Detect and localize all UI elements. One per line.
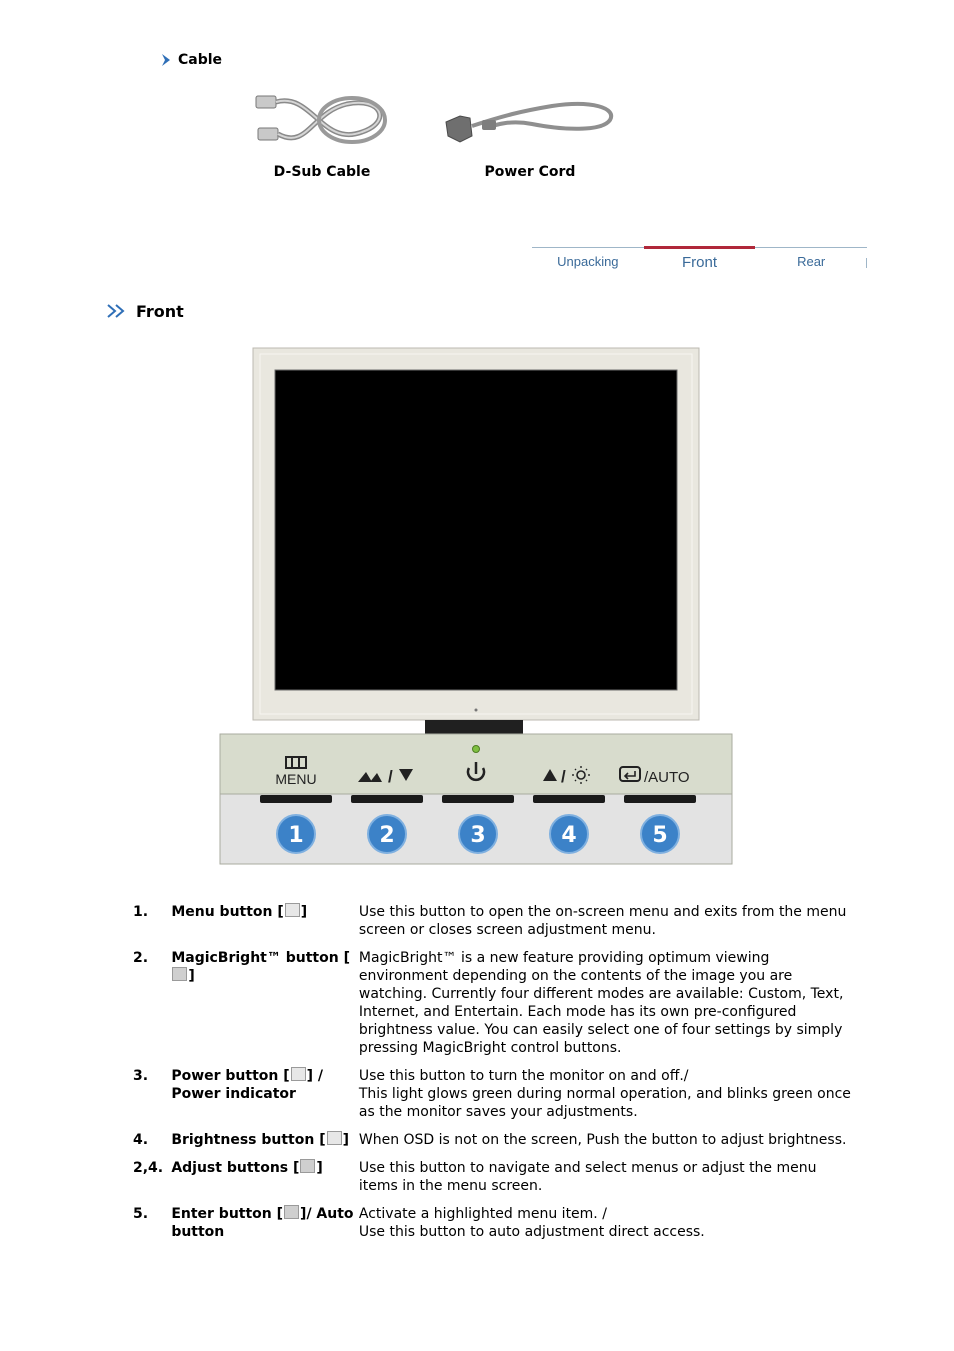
row-name-text: Adjust buttons [ [171,1160,300,1176]
table-row [133,1159,853,1205]
enter-mini-icon [284,1205,299,1219]
row-description-line: This light glows green during normal operation, and blinks green once as the monitor saves your adjustments. [358,1086,851,1120]
double-chevron-icon [106,303,128,321]
tab-divider [866,258,867,268]
menu-label: MENU [275,771,317,787]
d-sub-cable-caption: D-Sub Cable [273,164,371,180]
row-description [359,1067,853,1131]
row-description: Use this button to open the on-screen menu and exits from the menu screen or closes screen adjustment menu. [358,904,847,938]
row-name-text: ] [188,968,195,984]
row-name-text: Menu button [ [171,904,284,920]
table-row [133,903,853,949]
row-name [171,903,359,949]
adjust-mini-icon [300,1159,315,1173]
row-description: Use this button to navigate and select menus or adjust the menu items in the menu screen. [358,1160,817,1194]
power-cord-image [442,96,617,151]
number-badge-3-label: 3 [470,823,486,848]
row-number: 2,4. [133,1160,164,1176]
tab-front[interactable] [644,248,756,278]
tab-front-label: Front [682,254,718,271]
table-row [133,949,853,1067]
row-number: 3. [133,1068,149,1084]
button-4-separator: / [561,767,566,786]
front-heading [106,302,184,321]
row-number: 5. [133,1206,149,1222]
number-badge-2-label: 2 [379,823,395,848]
row-name [171,1131,359,1159]
chevron-right-icon [160,53,172,67]
row-name-text: Power button [ [171,1068,290,1084]
row-number: 2. [133,950,149,966]
row-name-text: MagicBright™ button [ [171,950,350,966]
section-tabs [532,247,867,278]
table-row [133,1205,853,1251]
front-heading-label: Front [136,302,184,321]
brightness-mini-icon [327,1131,342,1145]
row-number: 4. [133,1132,149,1148]
d-sub-cable-image [252,92,392,157]
power-mini-icon [291,1067,306,1081]
tab-unpacking-label: Unpacking [557,254,619,269]
tab-rear-label: Rear [797,254,826,269]
row-name [171,1159,359,1205]
row-name-text: ] / Power indicator [171,1068,324,1102]
tab-rear[interactable] [755,248,867,278]
row-name-text: ] [316,1160,323,1176]
button-2-separator: / [388,767,393,786]
tab-unpacking[interactable] [532,248,644,278]
row-name-text: Enter button [ [171,1206,284,1222]
number-badge-5-label: 5 [652,823,668,848]
row-name-text: ] [300,904,308,920]
row-name [171,949,359,1067]
row-description: When OSD is not on the screen, Push the button to adjust brightness. [358,1132,847,1148]
number-badge-4-label: 4 [561,823,577,848]
row-description: MagicBright™ is a new feature providing optimum viewing environment depending on the contents of the image you are watching. Currently four different modes are available: Custom, Text, Internet, and Entertain. Each mode has its own pre-configured brightness value. You can easily select one of four settings by simply pressing MagicBright control buttons. [358,950,844,1056]
menu-mini-icon [285,903,300,917]
row-description-line: Use this button to auto adjustment direct access. [358,1224,705,1240]
cable-heading [160,52,222,68]
table-row [133,1067,853,1131]
row-name [171,1067,359,1131]
magicbright-mini-icon [172,967,187,981]
row-description-line: Activate a highlighted menu item. / [358,1206,607,1222]
row-description-line: Use this button to turn the monitor on and off./ [358,1068,689,1084]
cable-heading-label: Cable [178,52,223,68]
row-name-text: ]/ Auto button [171,1206,354,1240]
power-cord-caption: Power Cord [484,164,576,180]
row-description [359,1205,853,1251]
row-name [171,1205,359,1251]
number-badge-1-label: 1 [288,823,304,848]
button-description-table [133,903,853,1251]
monitor-front-image [218,346,734,868]
auto-label: /AUTO [644,769,690,786]
row-number: 1. [133,904,149,920]
row-name-text: Brightness button [ [171,1132,326,1148]
table-row [133,1131,853,1159]
row-name-text: ] [342,1132,350,1148]
